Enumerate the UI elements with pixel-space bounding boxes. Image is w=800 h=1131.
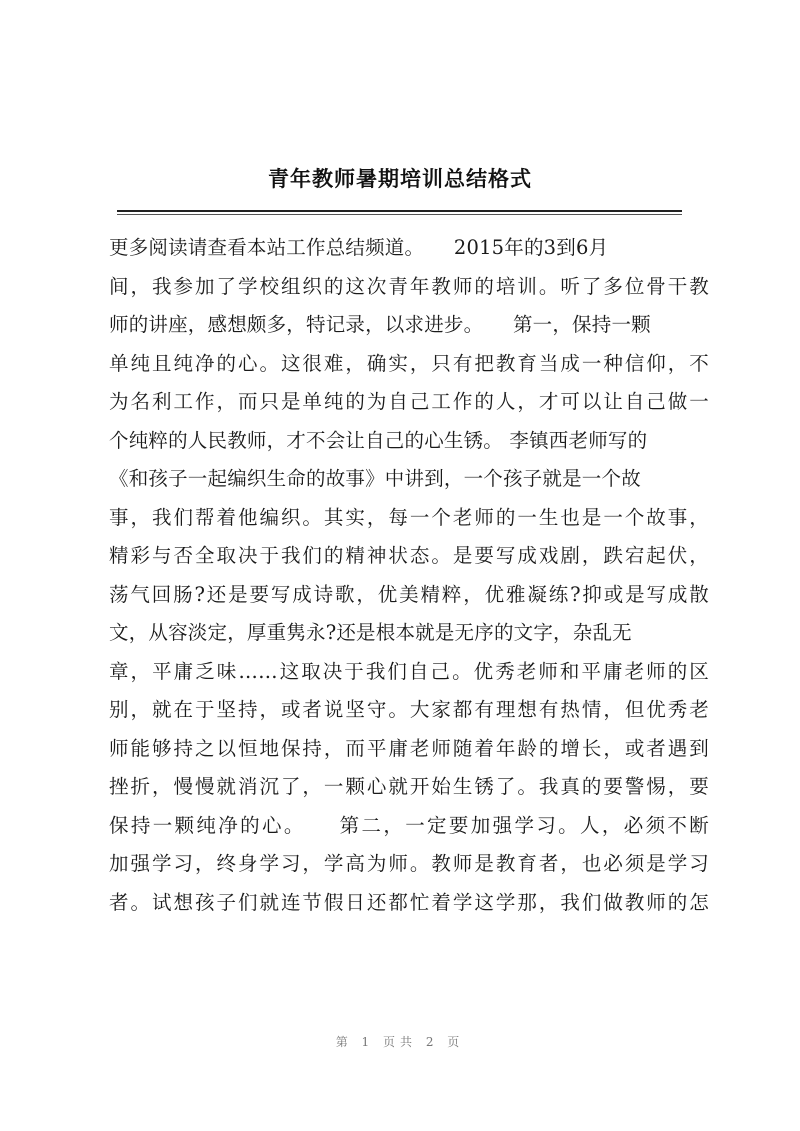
title-divider — [117, 210, 682, 212]
text-line: 为名利工作，而只是单纯的为自己工作的人，才可以让自己做一 — [109, 390, 709, 413]
page-number: 第 1 页共 2 页 — [335, 1035, 465, 1049]
text-line: 文，从容淡定，厚重隽永?还是根本就是无序的文字，杂乱无 — [109, 621, 632, 644]
text-line: 者。试想孩子们就连节假日还都忙着学这学那，我们做教师的怎 — [109, 890, 709, 914]
page-title: 青年教师暑期培训总结格式 — [268, 167, 532, 191]
title-divider-thin — [117, 214, 682, 215]
text-line: 单纯且纯净的心。这很难，确实，只有把教育当成一种信仰，不 — [109, 351, 709, 375]
text-line: 事，我们帮着他编织。其实，每一个老师的一生也是一个故事， — [109, 505, 709, 529]
text-line: 个纯粹的人民教师，才不会让自己的心生锈。 李镇西老师写的 — [109, 428, 648, 452]
text-line: 挫折，慢慢就消沉了，一颗心就开始生锈了。我真的要警惕，要 — [109, 775, 709, 798]
text-line: 保持一颗纯净的心。 第二，一定要加强学习。人，必须不断 — [109, 813, 709, 837]
body-paragraph — [109, 229, 709, 922]
text-line: 师能够持之以恒地保持，而平庸老师随着年龄的增长，或者遇到 — [109, 736, 709, 760]
text-line: 《和孩子一起编织生命的故事》中讲到，一个孩子就是一个故 — [109, 467, 641, 490]
text-line: 更多阅读请查看本站工作总结频道。 2015年的3到6月 — [109, 236, 609, 259]
text-line: 荡气回肠?还是要写成诗歌，优美精粹，优雅凝练?抑或是写成散 — [109, 582, 709, 606]
text-line: 师的讲座，感想颇多，特记录，以求进步。 第一，保持一颗 — [109, 313, 651, 336]
text-line: 间，我参加了学校组织的这次青年教师的培训。听了多位骨干教 — [109, 274, 709, 298]
text-line: 别，就在于坚持，或者说坚守。大家都有理想有热情，但优秀老 — [109, 698, 709, 721]
text-line: 章，平庸乏味……这取决于我们自己。优秀老师和平庸老师的区 — [109, 659, 709, 683]
text-line: 精彩与否全取决于我们的精神状态。是要写成戏剧，跌宕起伏， — [109, 544, 709, 567]
text-line: 加强学习，终身学习，学高为师。教师是教育者，也必须是学习 — [109, 852, 709, 875]
